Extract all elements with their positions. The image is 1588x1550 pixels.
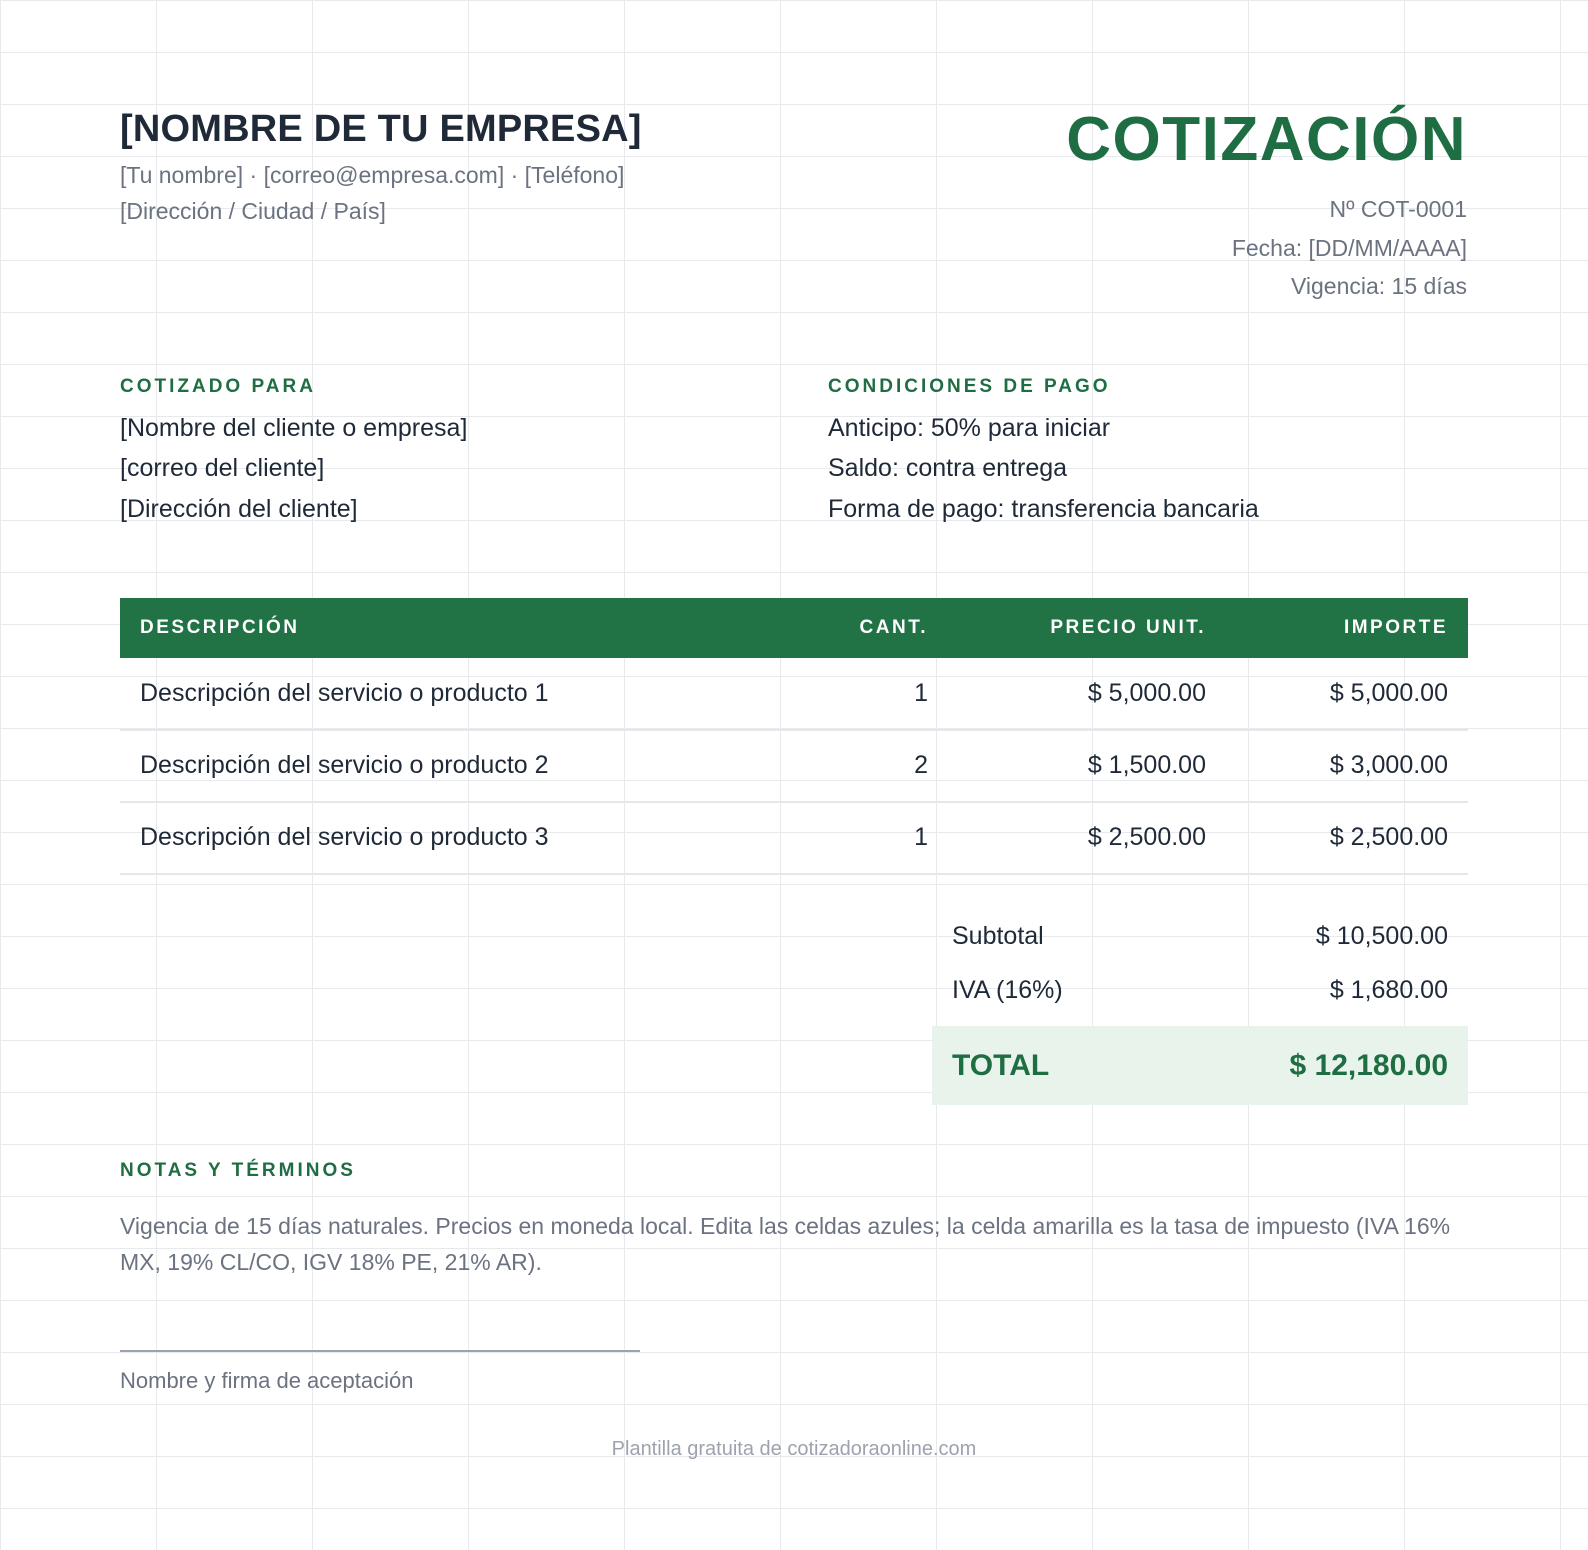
table-row — [120, 802, 1468, 875]
payment-advance: Anticipo: 50% para iniciar — [828, 414, 1111, 442]
document-title: COTIZACIÓN — [1066, 105, 1467, 174]
row-quantity: 1 — [914, 823, 928, 851]
row-amount: $ 3,000.00 — [1329, 751, 1448, 779]
client-address: [Dirección del cliente] — [120, 495, 358, 523]
client-email: [correo del cliente] — [120, 454, 325, 482]
header-unit-price: PRECIO UNIT. — [1050, 617, 1206, 638]
total-value: $ 12,180.00 — [1289, 1049, 1448, 1082]
notes-section-label: NOTAS Y TÉRMINOS — [120, 1160, 356, 1181]
footer-credit: Plantilla gratuita de cotizadoraonline.com — [611, 1438, 977, 1460]
payment-section-label: CONDICIONES DE PAGO — [828, 376, 1111, 397]
row-unit-price: $ 5,000.00 — [1087, 679, 1206, 707]
row-amount: $ 2,500.00 — [1329, 823, 1448, 851]
total-label: TOTAL — [952, 1049, 1050, 1082]
company-contact: [Tu nombre] · [correo@empresa.com] · [Teléfono] — [120, 162, 625, 188]
row-description: Descripción del servicio o producto 3 — [140, 823, 549, 851]
header-quantity: CANT. — [859, 617, 928, 638]
notes-text: Vigencia de 15 días naturales. Precios en moneda local. Edita las celdas azules; la celda amarilla es la tasa de impuesto (IVA 16% MX, 19% CL/CO, IGV 18% PE, 21% AR). — [120, 1213, 1451, 1275]
quote-number: Nº COT-0001 — [1329, 196, 1467, 222]
company-name: [NOMBRE DE TU EMPRESA] — [120, 108, 642, 150]
items-table-header — [120, 598, 1468, 658]
row-quantity: 1 — [914, 679, 928, 707]
table-row — [120, 658, 1468, 731]
signature-label: Nombre y firma de aceptación — [120, 1368, 414, 1393]
client-section-label: COTIZADO PARA — [120, 376, 316, 397]
tax-value: $ 1,680.00 — [1329, 976, 1448, 1004]
tax-label: IVA (16%) — [952, 976, 1063, 1004]
quote-date: Fecha: [DD/MM/AAAA] — [1231, 235, 1467, 261]
company-address: [Dirección / Ciudad / País] — [120, 198, 386, 224]
client-name: [Nombre del cliente o empresa] — [120, 414, 468, 442]
row-quantity: 2 — [914, 751, 928, 779]
total-box — [932, 1026, 1468, 1105]
row-unit-price: $ 1,500.00 — [1087, 751, 1206, 779]
table-row — [120, 730, 1468, 803]
subtotal-value: $ 10,500.00 — [1315, 922, 1448, 950]
payment-balance: Saldo: contra entrega — [828, 454, 1068, 482]
header-amount: IMPORTE — [1343, 617, 1448, 638]
payment-method: Forma de pago: transferencia bancaria — [828, 495, 1259, 523]
row-description: Descripción del servicio o producto 2 — [140, 751, 549, 779]
subtotal-label: Subtotal — [952, 922, 1044, 950]
quote-validity: Vigencia: 15 días — [1290, 273, 1467, 299]
row-unit-price: $ 2,500.00 — [1087, 823, 1206, 851]
row-amount: $ 5,000.00 — [1329, 679, 1448, 707]
header-description: DESCRIPCIÓN — [140, 617, 300, 638]
row-description: Descripción del servicio o producto 1 — [140, 679, 549, 707]
signature-line — [120, 1350, 640, 1352]
